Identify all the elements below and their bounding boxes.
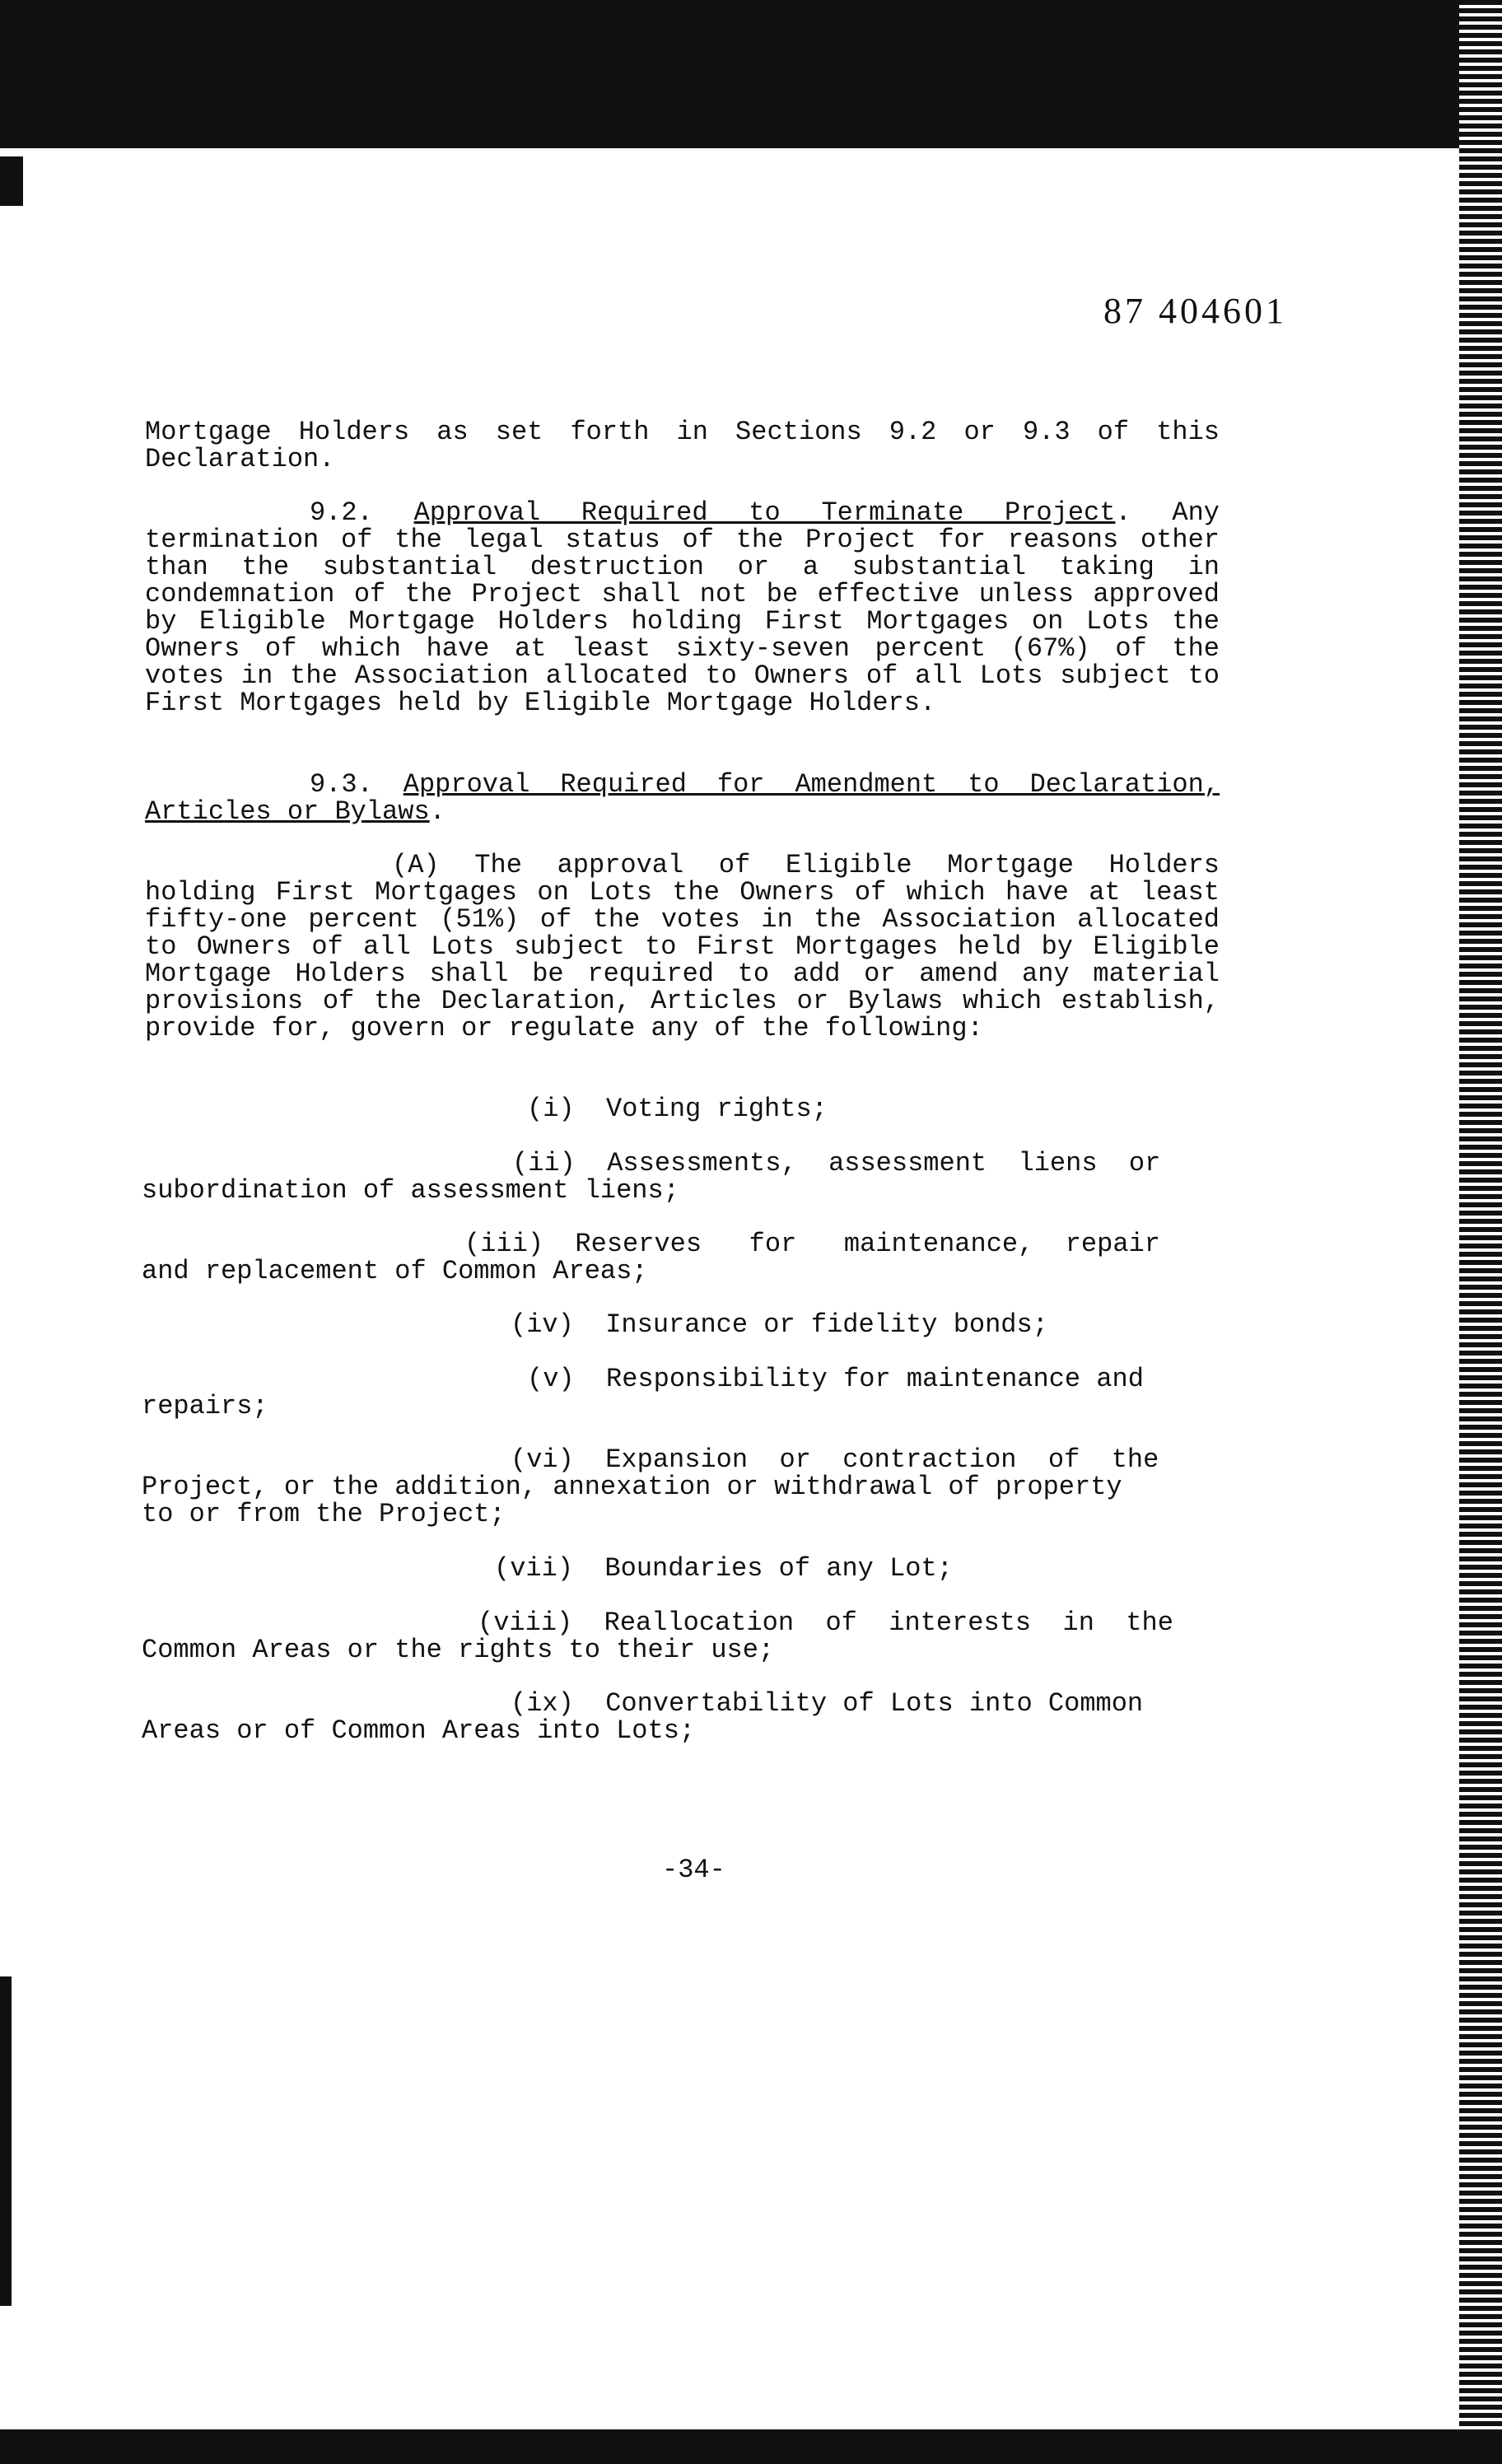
scan-border-right	[1459, 0, 1502, 2464]
document-number: 87 404601	[1103, 291, 1287, 331]
list-item: (vii) Boundaries of any Lot;	[494, 1553, 953, 1584]
section-heading: Approval Required for Amendment to Declaration, Articles or Bylaws	[145, 769, 1220, 827]
list-item-continuation: to or from the Project;	[142, 1499, 506, 1529]
intro-paragraph: Mortgage Holders as set forth in Sections 9.2 or 9.3 of this Declaration.	[145, 417, 1220, 474]
list-item: (viii) Reallocation of interests in the	[478, 1608, 1173, 1638]
list-item: (vi) Expansion or contraction of the	[511, 1444, 1159, 1475]
scan-border-top	[0, 0, 1502, 148]
list-item: (v) Responsibility for maintenance and	[527, 1364, 1144, 1394]
list-item: (iii) Reserves for maintenance, repair	[464, 1229, 1160, 1259]
section-heading: Approval Required to Terminate Project	[413, 497, 1116, 528]
paragraph-a: (A) The approval of Eligible Mortgage Holders holding First Mortgages on Lots the Owners of which have at least fifty-one percent (51%) of the votes in the Association allocated to Owners of all Lots subject to First Mortgages held by Eligible Mortgage Holders shall be required to add or amend any material provisions of the Declaration, Articles or Bylaws which establish, provide for, govern or regulate any of the following:	[145, 850, 1220, 1043]
list-item-continuation: Project, or the addition, annexation or withdrawal of property	[142, 1472, 1122, 1502]
section-body: . Any termination of the legal status of the Project for reasons other than the substantial destruction or a substantial taking in condemnation of the Project shall not be effective unless approved by Eligible Mortgage Holders holding First Mortgages on Lots the Owners of which have at least sixty-seven percent (67%) of the votes in the Association allocated to Owners of all Lots subject to First Mortgages held by Eligible Mortgage Holders.	[145, 497, 1220, 718]
list-item-continuation: Areas or of Common Areas into Lots;	[142, 1715, 696, 1746]
list-item: (i) Voting rights;	[527, 1094, 828, 1124]
scan-mark	[0, 156, 23, 206]
section-9-2	[145, 499, 1220, 716]
section-9-3: 9.3. Approval Required for Amendment to Declaration, Articles or Bylaws.	[145, 769, 1220, 827]
list-item: (iv) Insurance or fidelity bonds;	[511, 1309, 1048, 1340]
page-number: -34-	[662, 1855, 725, 1885]
list-item-continuation: subordination of assessment liens;	[142, 1175, 679, 1206]
list-item: (ix) Convertability of Lots into Common	[511, 1688, 1144, 1719]
list-item-continuation: and replacement of Common Areas;	[142, 1256, 648, 1286]
section-number: 9.2.	[310, 497, 373, 528]
section-number: 9.3.	[310, 769, 373, 800]
scan-mark	[0, 1976, 12, 2306]
page-sheet	[16, 148, 1502, 2446]
scan-border-bottom	[0, 2429, 1502, 2464]
list-item-continuation: repairs;	[142, 1391, 268, 1421]
list-item: (ii) Assessments, assessment liens or	[512, 1148, 1161, 1178]
list-item-continuation: Common Areas or the rights to their use;	[142, 1635, 775, 1665]
